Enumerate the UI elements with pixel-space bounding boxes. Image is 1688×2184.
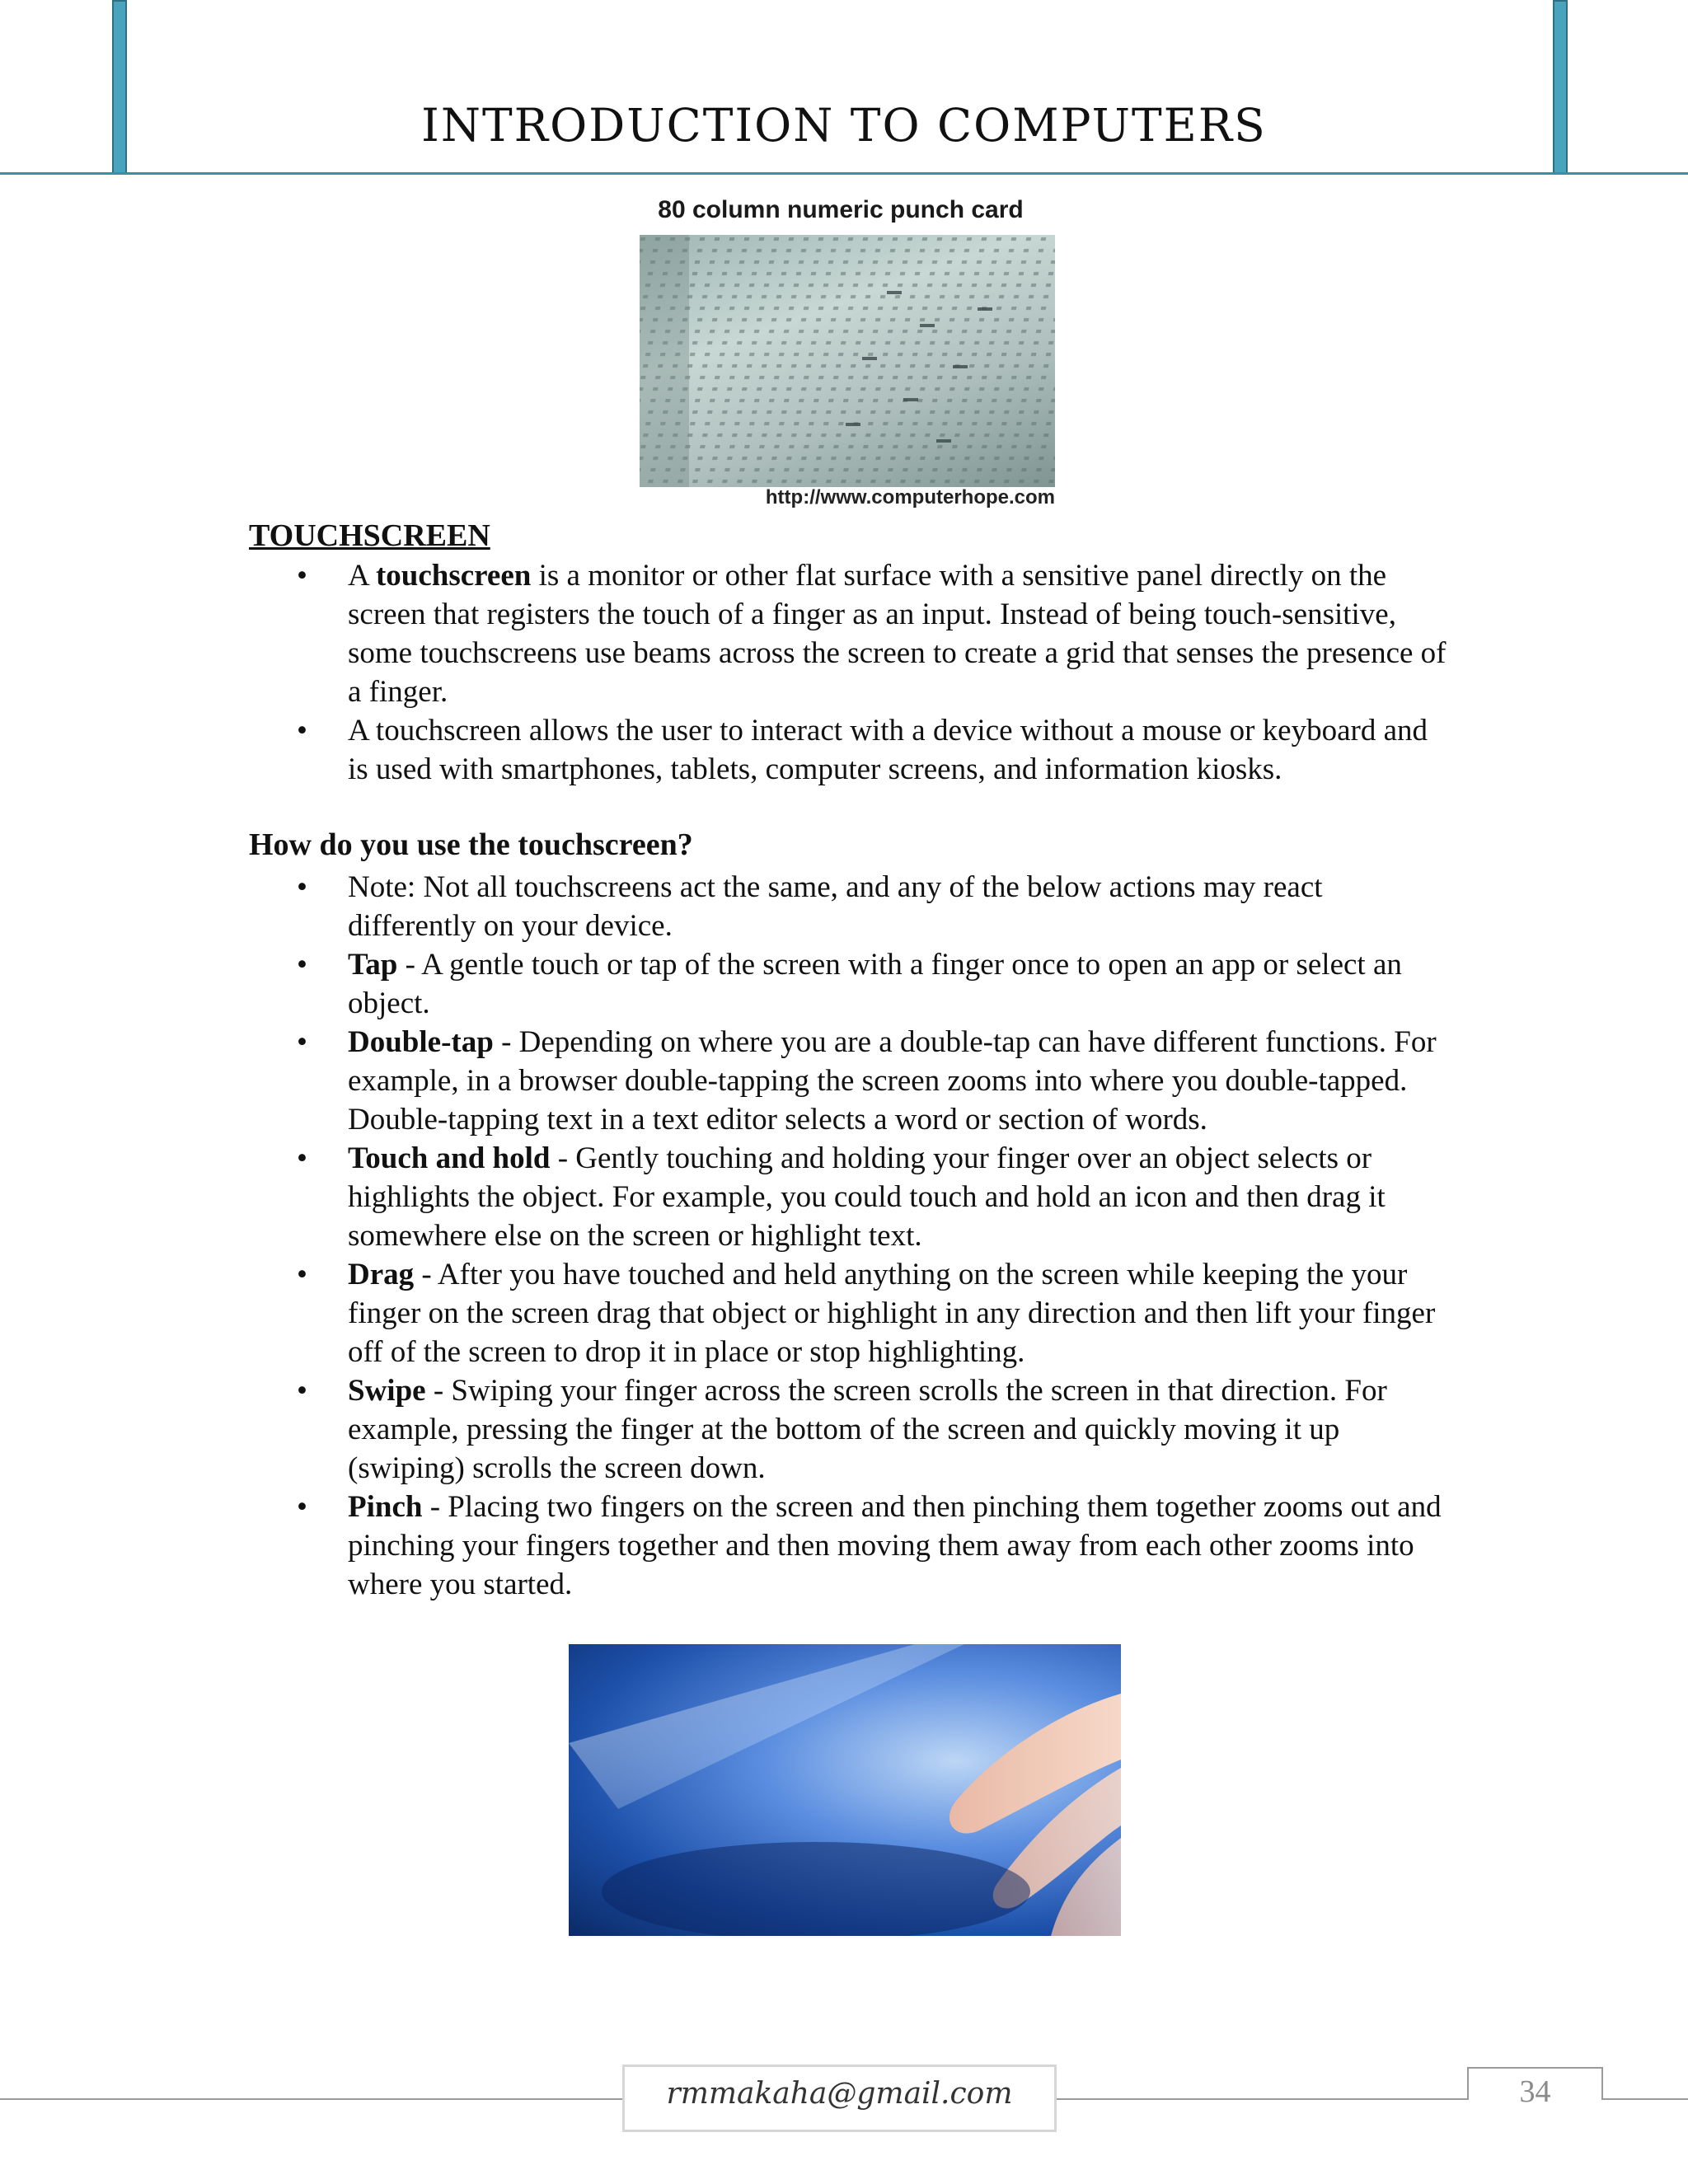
footer-rule-right xyxy=(1057,2098,1467,2100)
bullet-icon: • xyxy=(297,1490,307,1524)
item-term: Double-tap xyxy=(348,1025,494,1059)
bullet-icon: • xyxy=(297,1141,307,1175)
item-term: Touch and hold xyxy=(348,1141,551,1175)
list-item xyxy=(249,868,1452,945)
item-text: - Placing two fingers on the screen and then pinching them together zooms out and pinching your fingers together and then moving them away from each other zooms into where you started. xyxy=(348,1490,1442,1601)
item-text: - Gently touching and holding your finger over an object selects or highlights the object. For example, you could touch and hold an icon and then drag it somewhere else on the screen or highlight text. xyxy=(348,1141,1386,1253)
punch-card-credit: http://www.computerhope.com xyxy=(765,486,1055,509)
punch-card-caption: 80 column numeric punch card xyxy=(658,196,1024,223)
item-lead: A xyxy=(348,559,376,593)
bullet-icon: • xyxy=(297,870,307,904)
bullet-icon: • xyxy=(297,559,307,593)
section-title: TOUCHSCREEN xyxy=(249,518,490,553)
item-term: Pinch xyxy=(348,1490,423,1524)
item-term: touchscreen xyxy=(375,559,532,593)
item-term: Drag xyxy=(348,1258,415,1291)
item-text: - Swiping your finger across the screen scrolls the screen in that direction. For example, pressing the finger at the bottom of the screen and quickly moving it up (swiping) scrolls the screen down. xyxy=(348,1374,1387,1485)
list-item xyxy=(249,1488,1452,1604)
item-term: Swipe xyxy=(348,1374,426,1408)
bullet-icon: • xyxy=(297,948,307,982)
usage-list xyxy=(249,868,1452,1604)
item-text: Note: Not all touchscreens act the same, and any of the below actions may react differently on your device. xyxy=(348,870,1323,943)
punch-card-illustration xyxy=(640,235,1055,487)
running-header-title: INTRODUCTION TO COMPUTERS xyxy=(421,99,1267,152)
list-item xyxy=(249,1023,1452,1139)
list-item xyxy=(249,1371,1452,1488)
bullet-icon: • xyxy=(297,714,307,748)
page-number: 34 xyxy=(1519,2074,1551,2109)
item-text: - After you have touched and held anything on the screen while keeping the your finger on the screen drag that object or highlight in any direction and then lift your finger off of the screen to drop it in place or stop highlighting. xyxy=(348,1258,1436,1369)
list-item xyxy=(249,1255,1452,1371)
list-item xyxy=(249,945,1452,1023)
footer-rule-far-right xyxy=(1603,2098,1688,2100)
footer-rule-left xyxy=(0,2098,622,2100)
list-item xyxy=(249,711,1452,789)
bullet-icon: • xyxy=(297,1258,307,1291)
touchscreen-photo xyxy=(569,1644,1121,1936)
item-text: is a monitor or other flat surface with a sensitive panel directly on the screen that registers the touch of a finger as an input. Instead of being touch-sensitive, some touchscreens use beams across the screen to create a grid that senses the presence of a finger. xyxy=(348,559,1447,709)
usage-heading: How do you use the touchscreen? xyxy=(249,827,693,862)
bullet-icon: • xyxy=(297,1374,307,1408)
bullet-icon: • xyxy=(297,1025,307,1059)
list-item xyxy=(249,556,1452,711)
list-item xyxy=(249,1139,1452,1255)
footer-email: rmmakaha@gmail.com xyxy=(666,2077,1013,2111)
header-rule xyxy=(0,172,1688,175)
item-text: A touchscreen allows the user to interact with a device without a mouse or keyboard and is used with smartphones, tablets, computer screens, and information kiosks. xyxy=(348,714,1428,786)
item-text: - Depending on where you are a double-tap can have different functions. For example, in a browser double-tapping the screen zooms into where you double-tapped. Double-tapping text in a text editor selects a word or section of words. xyxy=(348,1025,1437,1137)
finger-touch-illustration xyxy=(569,1644,1121,1936)
intro-list xyxy=(249,556,1452,789)
item-text: - A gentle touch or tap of the screen with a finger once to open an app or select an object. xyxy=(348,948,1402,1020)
punch-card-image xyxy=(640,235,1055,487)
item-term: Tap xyxy=(348,948,398,982)
